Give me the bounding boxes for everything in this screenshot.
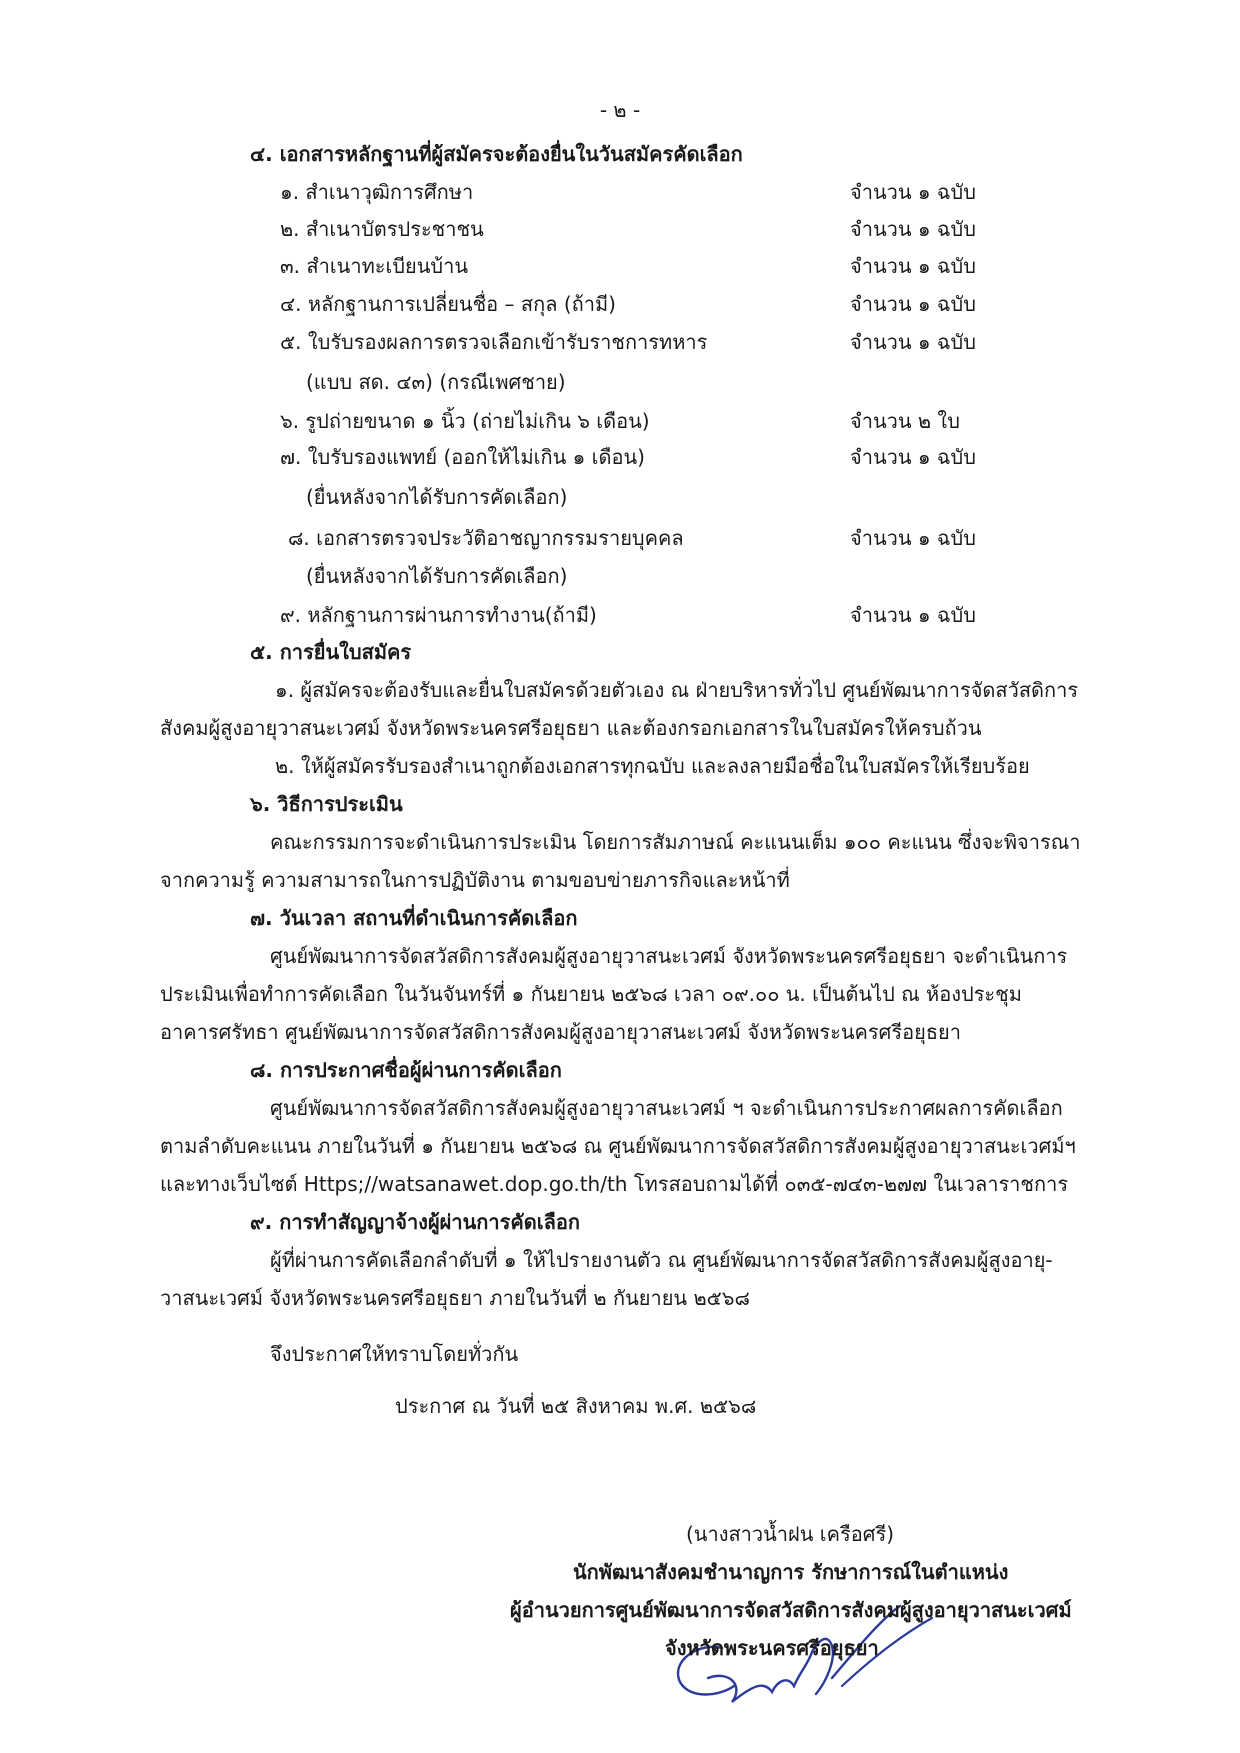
section-5-heading: ๕. การยื่นใบสมัคร xyxy=(250,640,412,664)
doc-item-text: (แบบ สด. ๔๓) (กรณีเพศชาย) xyxy=(306,370,566,394)
section-9-heading: ๙. การทำสัญญาจ้างผู้ผ่านการคัดเลือก xyxy=(250,1210,580,1234)
announce-date: ประกาศ ณ วันที่ ๒๕ สิงหาคม พ.ศ. ๒๕๖๘ xyxy=(395,1394,757,1418)
doc-item-qty: จำนวน ๑ ฉบับ xyxy=(850,180,976,204)
paragraph-line: วาสนะเวศม์ จังหวัดพระนครศรีอยุธยา ภายในวันที่ ๒ กันยายน ๒๕๖๘ xyxy=(160,1286,750,1310)
paragraph-line: คณะกรรมการจะดำเนินการประเมิน โดยการสัมภาษณ์ คะแนนเต็ม ๑๐๐ คะแนน ซึ่งจะพิจารณา xyxy=(270,830,1081,854)
signer-name: (นางสาวน้ำฝน เครือศรี) xyxy=(686,1522,894,1546)
doc-item-qty: จำนวน ๑ ฉบับ xyxy=(850,254,976,278)
doc-item-text: ๒. สำเนาบัตรประชาชน xyxy=(280,217,484,241)
paragraph-line: ๒. ให้ผู้สมัครรับรองสำเนาถูกต้องเอกสารทุกฉบับ และลงลายมือชื่อในใบสมัครให้เรียบร้อย xyxy=(275,754,1030,778)
doc-item-text: ๖. รูปถ่ายขนาด ๑ นิ้ว (ถ่ายไม่เกิน ๖ เดือน) xyxy=(280,409,650,433)
doc-item-qty: จำนวน ๑ ฉบับ xyxy=(850,217,976,241)
doc-item-qty: จำนวน ๑ ฉบับ xyxy=(850,603,976,627)
paragraph-line: ศูนย์พัฒนาการจัดสวัสดิการสังคมผู้สูงอายุวาสนะเวศม์ ฯ จะดำเนินการประกาศผลการคัดเลือก xyxy=(270,1096,1063,1120)
doc-item-text: (ยื่นหลังจากได้รับการคัดเลือก) xyxy=(306,564,568,588)
paragraph-line: จากความรู้ ความสามารถในการปฏิบัติงาน ตามขอบข่ายภารกิจและหน้าที่ xyxy=(160,868,790,892)
signer-position: จังหวัดพระนครศรีอยุธยา xyxy=(665,1636,879,1660)
section-4-heading: ๔. เอกสารหลักฐานที่ผู้สมัครจะต้องยื่นในวันสมัครคัดเลือก xyxy=(250,142,743,166)
signer-position: ผู้อำนวยการศูนย์พัฒนาการจัดสวัสดิการสังคมผู้สูงอายุวาสนะเวศม์ xyxy=(510,1598,1072,1622)
paragraph-line: ผู้ที่ผ่านการคัดเลือกลำดับที่ ๑ ให้ไปรายงานตัว ณ ศูนย์พัฒนาการจัดสวัสดิการสังคมผู้สูงอายุ- xyxy=(270,1248,1053,1272)
paragraph-line: และทางเว็บไซต์ Https;//watsanawet.dop.go.th/th โทรสอบถามได้ที่ ๐๓๕-๗๔๓-๒๗๗ ในเวลาราชการ xyxy=(160,1172,1069,1196)
doc-item-qty: จำนวน ๒ ใบ xyxy=(850,409,960,433)
doc-item-text: ๔. หลักฐานการเปลี่ยนชื่อ – สกุล (ถ้ามี) xyxy=(280,292,616,316)
doc-item-text: ๘. เอกสารตรวจประวัติอาชญากรรมรายบุคคล xyxy=(288,526,684,550)
paragraph-line: ประเมินเพื่อทำการคัดเลือก ในวันจันทร์ที่ ๑ กันยายน ๒๕๖๘ เวลา ๐๙.๐๐ น. เป็นต้นไป ณ ห้องประชุม xyxy=(160,982,1022,1006)
section-7-heading: ๗. วันเวลา สถานที่ดำเนินการคัดเลือก xyxy=(250,906,578,930)
paragraph-line: ๑. ผู้สมัครจะต้องรับและยื่นใบสมัครด้วยตัวเอง ณ ฝ่ายบริหารทั่วไป ศูนย์พัฒนาการจัดสวัสดิการ xyxy=(275,678,1079,702)
doc-item-text: (ยื่นหลังจากได้รับการคัดเลือก) xyxy=(306,485,568,509)
doc-item-qty: จำนวน ๑ ฉบับ xyxy=(850,292,976,316)
doc-item-text: ๙. หลักฐานการผ่านการทำงาน(ถ้ามี) xyxy=(280,603,597,627)
paragraph-line: อาคารศรัทธา ศูนย์พัฒนาการจัดสวัสดิการสังคมผู้สูงอายุวาสนะเวศม์ จังหวัดพระนครศรีอยุธยา xyxy=(160,1020,961,1044)
doc-item-text: ๗. ใบรับรองแพทย์ (ออกให้ไม่เกิน ๑ เดือน) xyxy=(280,445,645,469)
doc-item-qty: จำนวน ๑ ฉบับ xyxy=(850,526,976,550)
closing-text: จึงประกาศให้ทราบโดยทั่วกัน xyxy=(270,1342,519,1366)
section-6-heading: ๖. วิธีการประเมิน xyxy=(250,792,403,816)
doc-item-qty: จำนวน ๑ ฉบับ xyxy=(850,330,976,354)
doc-item-qty: จำนวน ๑ ฉบับ xyxy=(850,445,976,469)
doc-item-text: ๕. ใบรับรองผลการตรวจเลือกเข้ารับราชการทหาร xyxy=(280,330,708,354)
doc-item-text: ๓. สำเนาทะเบียนบ้าน xyxy=(280,254,469,278)
page-number: - ๒ - xyxy=(599,98,641,122)
paragraph-line: สังคมผู้สูงอายุวาสนะเวศม์ จังหวัดพระนครศรีอยุธยา และต้องกรอกเอกสารในใบสมัครให้ครบถ้วน xyxy=(160,716,982,740)
section-8-heading: ๘. การประกาศชื่อผู้ผ่านการคัดเลือก xyxy=(250,1058,562,1082)
paragraph-line: ตามลำดับคะแนน ภายในวันที่ ๑ กันยายน ๒๕๖๘ ณ ศูนย์พัฒนาการจัดสวัสดิการสังคมผู้สูงอายุวาสนะเวศม์ฯ xyxy=(160,1134,1076,1158)
signer-position: นักพัฒนาสังคมชำนาญการ รักษาการณ์ในตำแหน่ง xyxy=(573,1560,1009,1584)
paragraph-line: ศูนย์พัฒนาการจัดสวัสดิการสังคมผู้สูงอายุวาสนะเวศม์ จังหวัดพระนครศรีอยุธยา จะดำเนินการ xyxy=(270,944,1068,968)
doc-item-text: ๑. สำเนาวุฒิการศึกษา xyxy=(280,180,474,204)
